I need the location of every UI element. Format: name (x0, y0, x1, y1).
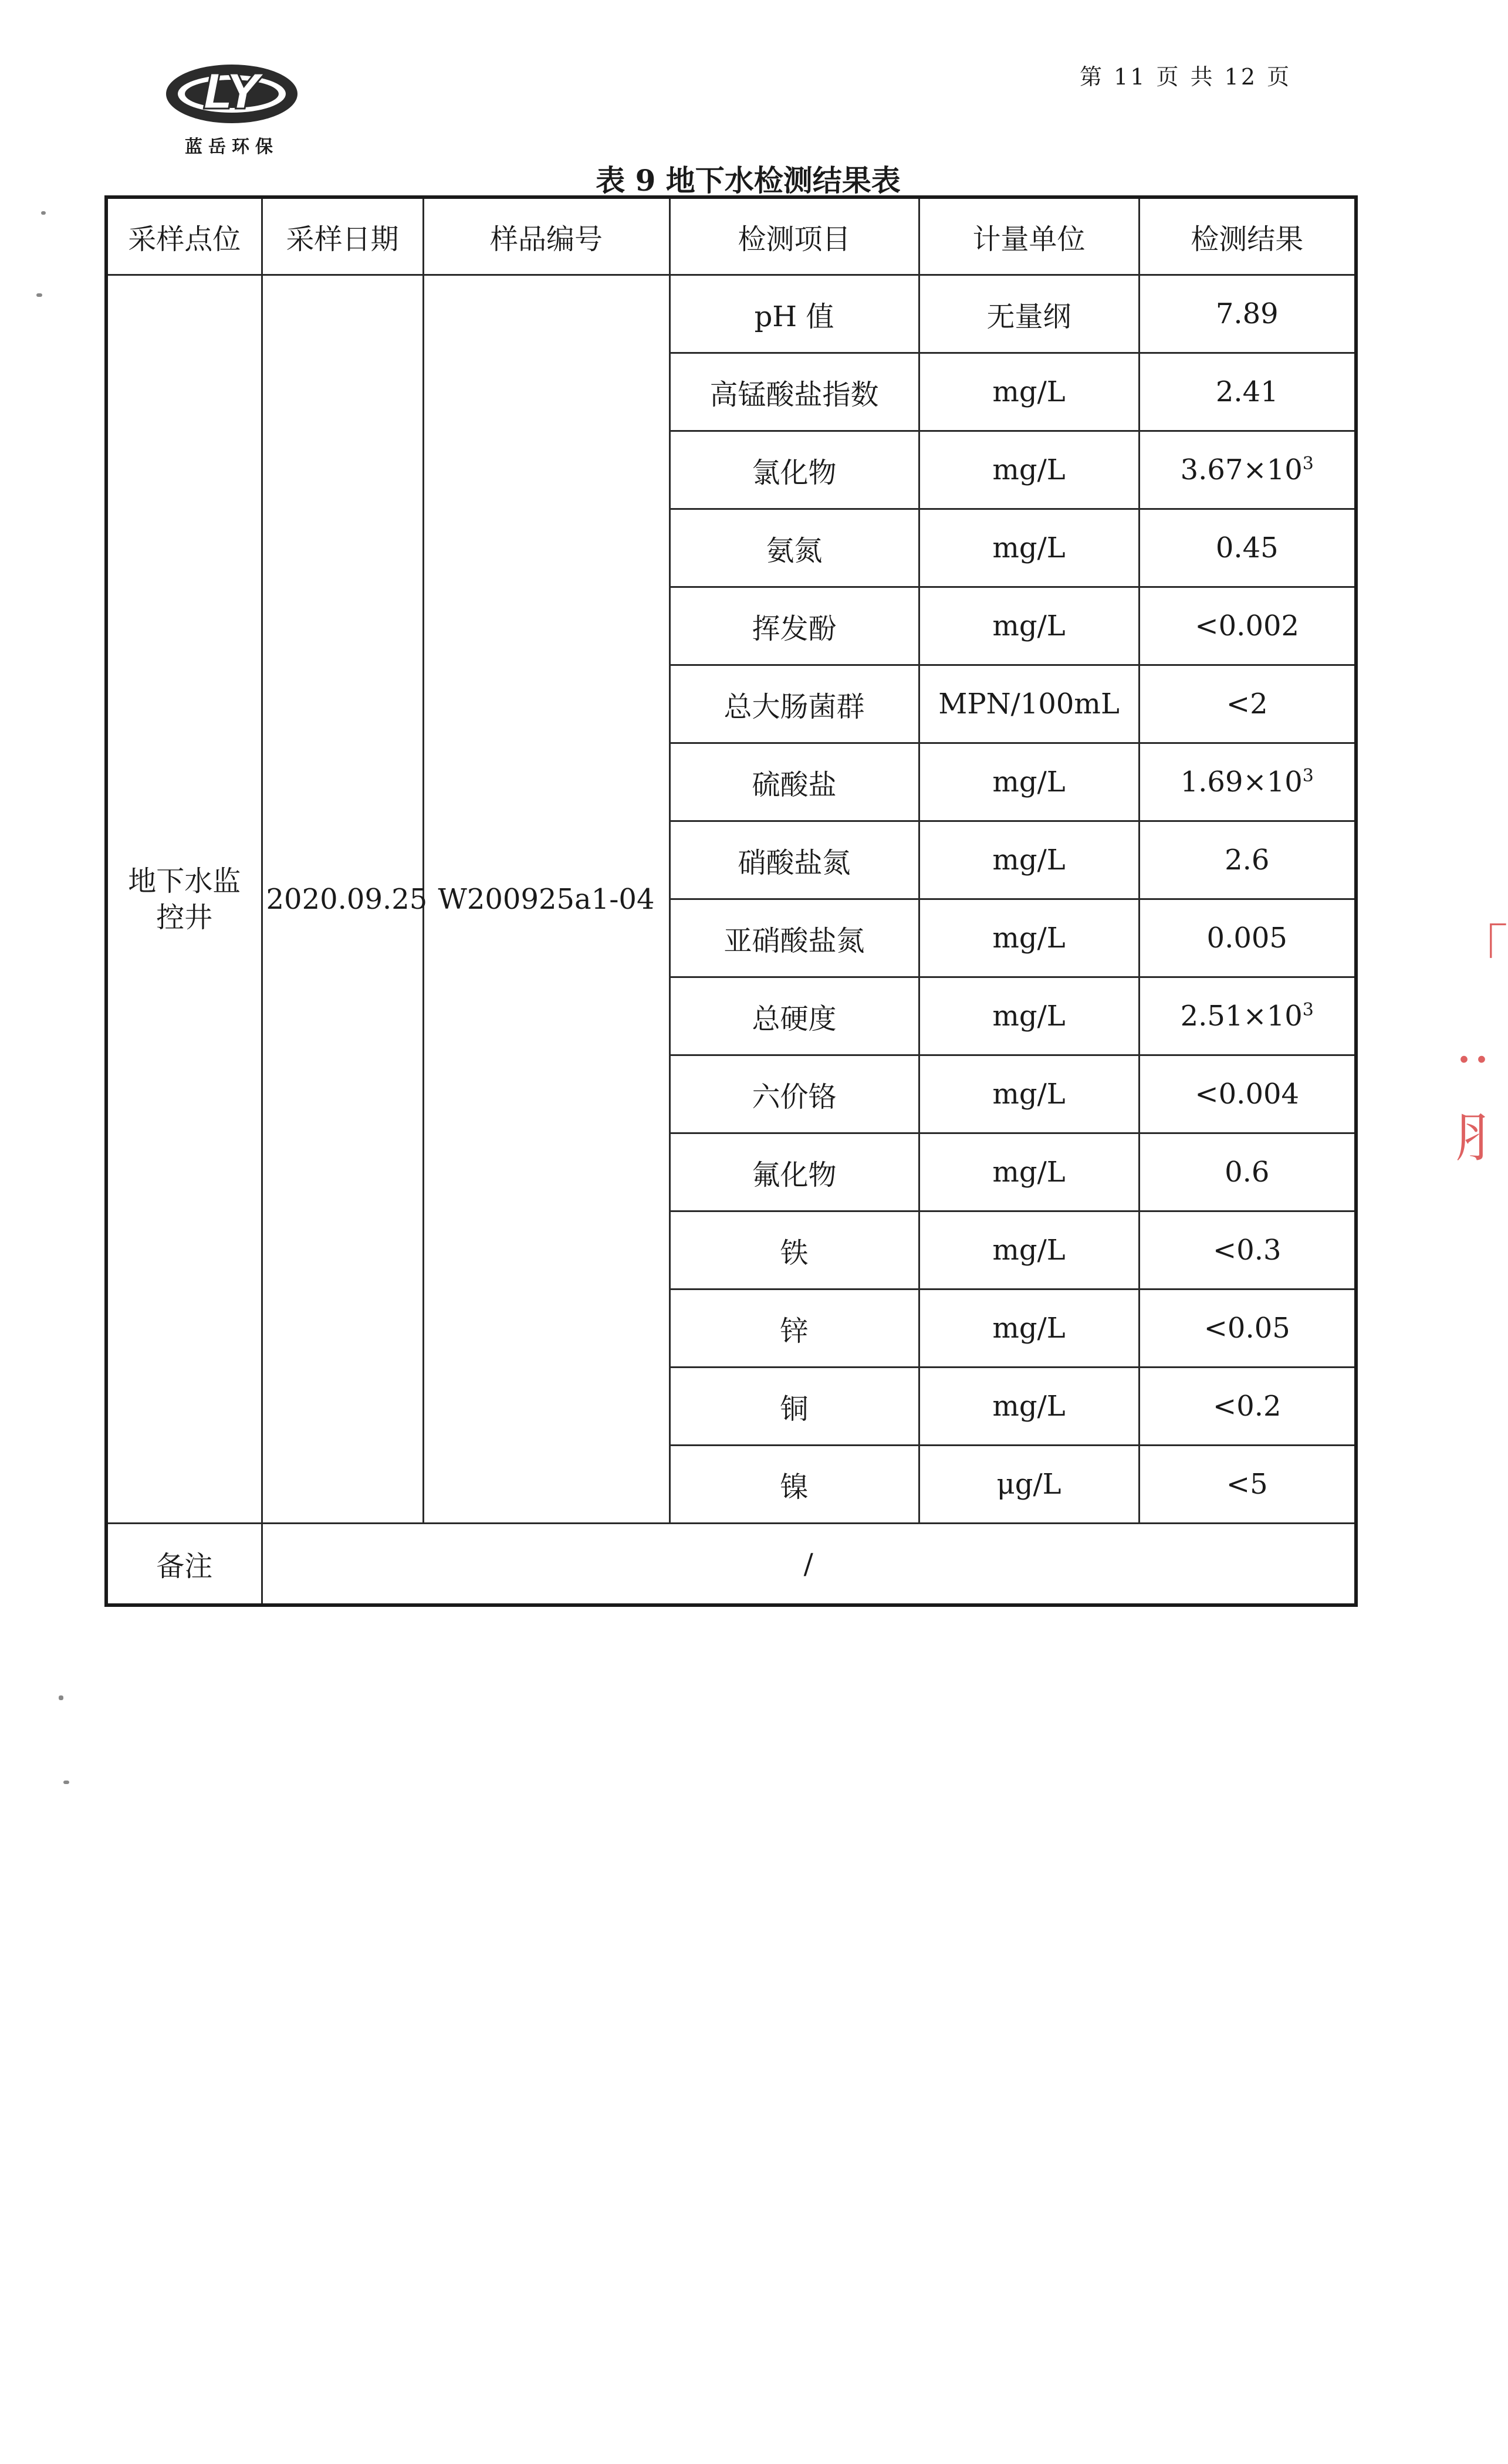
cell-item: 总硬度 (670, 977, 919, 1055)
cell-unit: mg/L (919, 587, 1139, 665)
result-value: 0.6 (1225, 1156, 1270, 1189)
cell-unit: mg/L (919, 1133, 1139, 1211)
cell-unit: mg/L (919, 821, 1139, 899)
cell-item: 铁 (670, 1211, 919, 1289)
scan-speck (63, 1781, 69, 1784)
table-header-row (106, 197, 1356, 275)
cell-unit: mg/L (919, 977, 1139, 1055)
cell-location: 地下水监控井 (106, 275, 262, 1524)
cell-item: 锌 (670, 1289, 919, 1368)
cell-item: 铜 (670, 1368, 919, 1446)
result-value: 2.41 (1215, 375, 1279, 408)
cell-item: 总大肠菌群 (670, 665, 919, 743)
result-value: <2 (1226, 688, 1268, 720)
cell-result (1139, 821, 1356, 899)
scan-speck (36, 293, 42, 297)
logo-emblem-icon (158, 62, 305, 129)
col-header-unit: 计量单位 (919, 197, 1139, 275)
remark-label: 备注 (106, 1524, 262, 1606)
col-header-location: 采样点位 (106, 197, 262, 275)
cell-unit: mg/L (919, 1368, 1139, 1446)
cell-item: pH 值 (670, 275, 919, 353)
result-value: 3.67×10 (1180, 453, 1303, 486)
result-value: <5 (1226, 1468, 1268, 1501)
cell-sample-id: W200925a1-04 (423, 275, 670, 1524)
cell-unit: MPN/100mL (919, 665, 1139, 743)
result-value: 7.89 (1215, 297, 1279, 330)
page-indicator: 第 11 页 共 12 页 (1080, 64, 1292, 90)
cell-item: 氨氮 (670, 509, 919, 587)
red-stamp-fragment: 「 ‥ ⺼ (1455, 919, 1508, 1169)
result-value: <0.004 (1195, 1078, 1300, 1111)
result-value: 0.005 (1206, 922, 1287, 955)
result-value: <0.2 (1212, 1390, 1282, 1423)
col-header-sample-id: 样品编号 (423, 197, 670, 275)
cell-item: 硝酸盐氮 (670, 821, 919, 899)
result-value: 0.45 (1215, 532, 1279, 564)
result-value: 2.6 (1225, 844, 1270, 876)
table-row (106, 275, 1356, 353)
cell-item: 六价铬 (670, 1055, 919, 1133)
cell-unit: mg/L (919, 1289, 1139, 1368)
cell-item: 氯化物 (670, 431, 919, 509)
cell-result (1139, 1055, 1356, 1133)
cell-unit: μg/L (919, 1446, 1139, 1524)
scan-speck (59, 1695, 63, 1700)
cell-item: 镍 (670, 1446, 919, 1524)
remark-row (106, 1524, 1356, 1606)
cell-result (1139, 1289, 1356, 1368)
cell-result (1139, 899, 1356, 977)
cell-unit: mg/L (919, 509, 1139, 587)
result-value: 2.51×10 (1180, 1000, 1303, 1033)
cell-result (1139, 1133, 1356, 1211)
cell-result (1139, 1211, 1356, 1289)
cell-unit: 无量纲 (919, 275, 1139, 353)
result-exponent: 3 (1302, 1000, 1314, 1020)
col-header-date: 采样日期 (262, 197, 423, 275)
result-value: <0.05 (1203, 1312, 1290, 1345)
cell-item: 高锰酸盐指数 (670, 353, 919, 431)
result-value: <0.3 (1212, 1234, 1282, 1267)
col-header-result: 检测结果 (1139, 197, 1356, 275)
cell-item: 亚硝酸盐氮 (670, 899, 919, 977)
cell-unit: mg/L (919, 743, 1139, 821)
cell-result (1139, 587, 1356, 665)
cell-unit: mg/L (919, 1055, 1139, 1133)
cell-result (1139, 1368, 1356, 1446)
cell-result (1139, 353, 1356, 431)
result-value: <0.002 (1195, 610, 1300, 642)
cell-item: 挥发酚 (670, 587, 919, 665)
cell-result (1139, 431, 1356, 509)
cell-result (1139, 275, 1356, 353)
logo-letters: LY (202, 65, 261, 120)
table-title: 表 9 地下水检测结果表 (596, 163, 901, 198)
company-logo (158, 62, 305, 155)
result-exponent: 3 (1302, 766, 1314, 786)
cell-result (1139, 1446, 1356, 1524)
logo-company-name: 蓝岳环保 (185, 137, 279, 157)
scan-speck (41, 211, 46, 215)
cell-result (1139, 977, 1356, 1055)
cell-result (1139, 743, 1356, 821)
cell-result (1139, 509, 1356, 587)
result-value: 1.69×10 (1180, 766, 1303, 798)
cell-unit: mg/L (919, 431, 1139, 509)
result-exponent: 3 (1302, 453, 1314, 474)
remark-value: / (262, 1524, 1356, 1606)
col-header-item: 检测项目 (670, 197, 919, 275)
cell-item: 氟化物 (670, 1133, 919, 1211)
cell-unit: mg/L (919, 1211, 1139, 1289)
results-table (104, 195, 1358, 1607)
cell-date: 2020.09.25 (262, 275, 423, 1524)
cell-result (1139, 665, 1356, 743)
cell-unit: mg/L (919, 899, 1139, 977)
cell-unit: mg/L (919, 353, 1139, 431)
cell-item: 硫酸盐 (670, 743, 919, 821)
